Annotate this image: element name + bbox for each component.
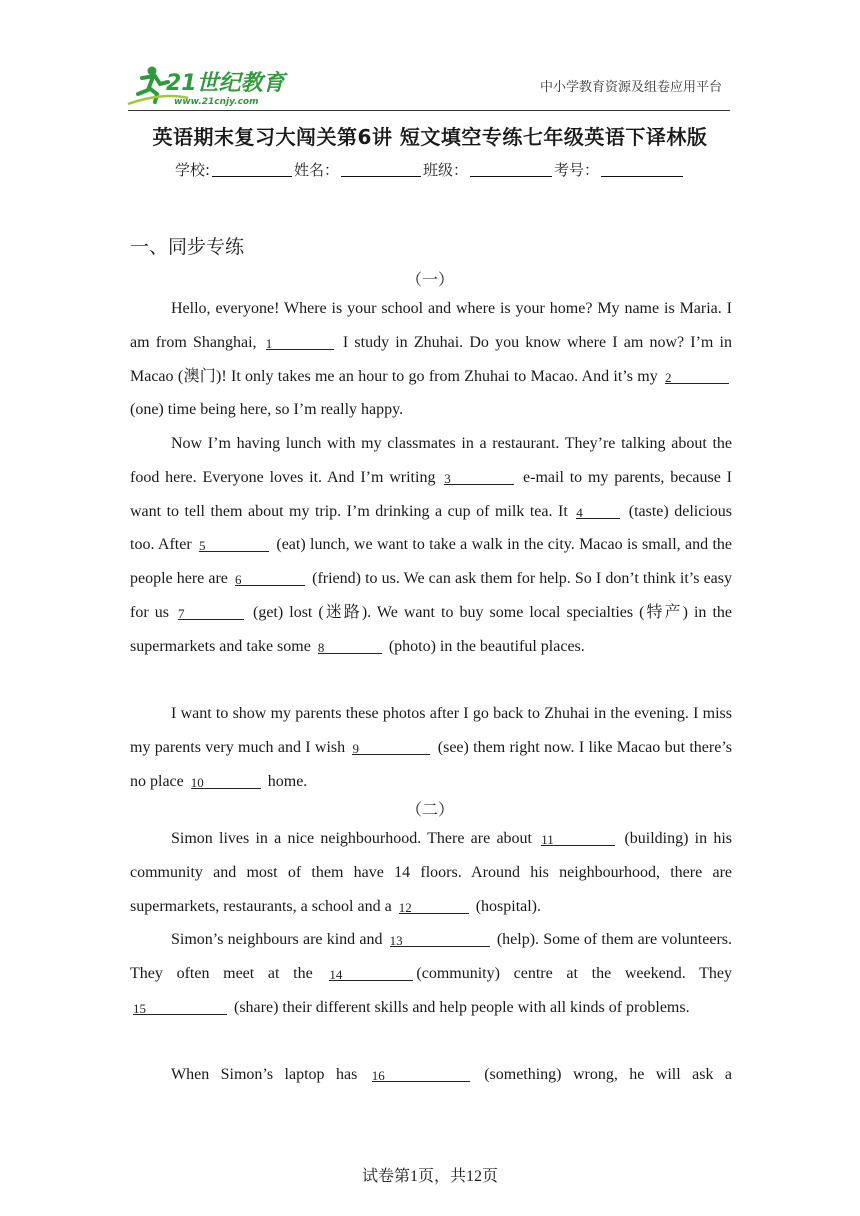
name-label: 姓名： <box>294 161 340 179</box>
passage-2-paragraph-3 <box>130 1058 732 1092</box>
passage-label-1: （一） <box>405 272 454 289</box>
paragraph-text: I study in Zhuhai. Do you know where I am now? I’m in Macao (澳门)! It only takes me an hour to go from Zhuhai to Macao. And it’s my <box>130 333 732 385</box>
blank-number: 5 <box>199 538 206 554</box>
blank-number: 13 <box>389 933 403 948</box>
answer-blank-14[interactable] <box>329 962 413 981</box>
passage-label-2: （二） <box>405 802 454 819</box>
blank-number: 8 <box>317 639 325 655</box>
blank-number: 1 <box>265 335 273 351</box>
answer-blank-10[interactable] <box>191 770 261 789</box>
blank-number: 12 <box>398 899 412 915</box>
logo-url: www.21cnjy.com <box>174 97 259 107</box>
answer-blank-4[interactable] <box>576 500 620 519</box>
answer-blank-8[interactable] <box>318 635 382 654</box>
blank-number: 9 <box>352 740 359 756</box>
blank-number: 10 <box>190 774 204 790</box>
answer-blank-1[interactable] <box>266 331 334 350</box>
answer-blank-11[interactable] <box>541 827 615 846</box>
school-blank[interactable] <box>212 162 292 177</box>
blank-number: 11 <box>541 832 554 847</box>
blank-number: 6 <box>235 572 242 588</box>
paragraph-text: (eat) lunch, we want to take a walk in the city. Macao is small, and the people here are <box>130 536 732 588</box>
answer-blank-2[interactable] <box>665 365 729 384</box>
answer-blank-12[interactable] <box>399 895 469 914</box>
blank-number: 15 <box>133 1000 146 1016</box>
blank-number: 4 <box>576 504 583 520</box>
runner-logo-icon <box>122 64 292 108</box>
blank-number: 7 <box>177 605 185 621</box>
paragraph-text: Simon lives in a nice neighbourhood. There are about <box>171 830 539 847</box>
answer-blank-5[interactable] <box>199 533 269 552</box>
paragraph-text: (friend) to us. We can ask them for help. So I don’t think it’s easy for us <box>130 570 732 621</box>
paragraph-text: Now I’m having lunch with my classmates in a restaurant. They’re talking about the food here. Everyone loves it. And I’m writing <box>130 435 732 486</box>
passage-1-paragraph-1 <box>130 292 732 427</box>
paragraph-text: home. <box>263 772 308 790</box>
paragraph-text: (building) in his community and most of them have 14 floors. Around his neighbourhood, there are supermarkets, restaurants, a school and a <box>130 830 733 915</box>
exam-number-blank[interactable] <box>601 162 683 177</box>
site-logo <box>122 64 292 108</box>
paragraph-text: I want to show my parents these photos after I go back to Zhuhai in the evening. I miss my parents very much and I wish <box>130 705 732 756</box>
exam-number-label: 考号： <box>554 161 600 179</box>
paragraph-text: (one) time being here, so I’m really happy. <box>130 401 404 419</box>
paragraph-text: Hello, everyone! Where is your school and where is your home? My name is Maria. I am from Shanghai, <box>130 300 732 351</box>
logo-text: 21世纪教育 <box>166 71 285 96</box>
class-label: 班级： <box>423 161 469 179</box>
answer-blank-15[interactable] <box>133 996 227 1015</box>
passage-2-paragraph-1 <box>130 822 732 923</box>
paragraph-text: (something) wrong, he will ask a <box>472 1066 733 1083</box>
answer-blank-13[interactable] <box>390 928 490 947</box>
paragraph-text: (community) centre at the weekend. They <box>416 964 733 982</box>
answer-blank-9[interactable] <box>352 736 430 755</box>
answer-blank-16[interactable] <box>372 1063 470 1082</box>
paragraph-text: e-mail to my parents, because I want to tell them about my trip. I’m drinking a cup of milk tea. It <box>130 468 732 520</box>
paragraph-text: (hospital). <box>471 897 542 915</box>
student-info-line <box>0 159 860 180</box>
answer-blank-6[interactable] <box>235 567 305 586</box>
name-blank[interactable] <box>341 162 421 177</box>
paragraph-text: (taste) delicious too. After <box>130 502 733 554</box>
paragraph-text: Simon’s neighbours are kind and <box>171 931 387 948</box>
passage-1-paragraph-3 <box>130 697 732 798</box>
paragraph-text: (see) them right now. I like Macao but there’s no place <box>130 738 732 790</box>
page-number-footer: 试卷第1页，共12页 <box>361 1168 498 1185</box>
answer-blank-3[interactable] <box>444 466 514 485</box>
blank-number: 2 <box>665 369 672 385</box>
document-title: 英语期末复习大闯关第6讲 短文填空专练七年级英语下译林版 <box>152 125 708 149</box>
site-slogan: 中小学教育资源及组卷应用平台 <box>539 80 722 95</box>
section-heading: 一、同步专练 <box>130 236 245 258</box>
page-header <box>122 62 732 112</box>
paragraph-text: (share) their different skills and help people with all kinds of problems. <box>230 998 690 1016</box>
paragraph-text: (photo) in the beautiful places. <box>384 637 585 655</box>
blank-number: 14 <box>329 966 343 982</box>
header-divider <box>128 110 730 111</box>
answer-blank-7[interactable] <box>178 601 244 620</box>
school-label: 学校: <box>174 161 210 179</box>
class-blank[interactable] <box>470 162 552 177</box>
passage-1-paragraph-2 <box>130 427 732 664</box>
paragraph-text: When Simon’s laptop has <box>171 1066 369 1083</box>
passage-2-paragraph-2 <box>130 923 732 1024</box>
blank-number: 16 <box>371 1068 385 1083</box>
paragraph-text: (help). Some of them are volunteers. They often meet at the <box>130 931 733 982</box>
paragraph-text: (get) lost (迷路). We want to buy some local specialties (特产) in the supermarkets and take some <box>130 603 732 655</box>
blank-number: 3 <box>444 470 451 486</box>
